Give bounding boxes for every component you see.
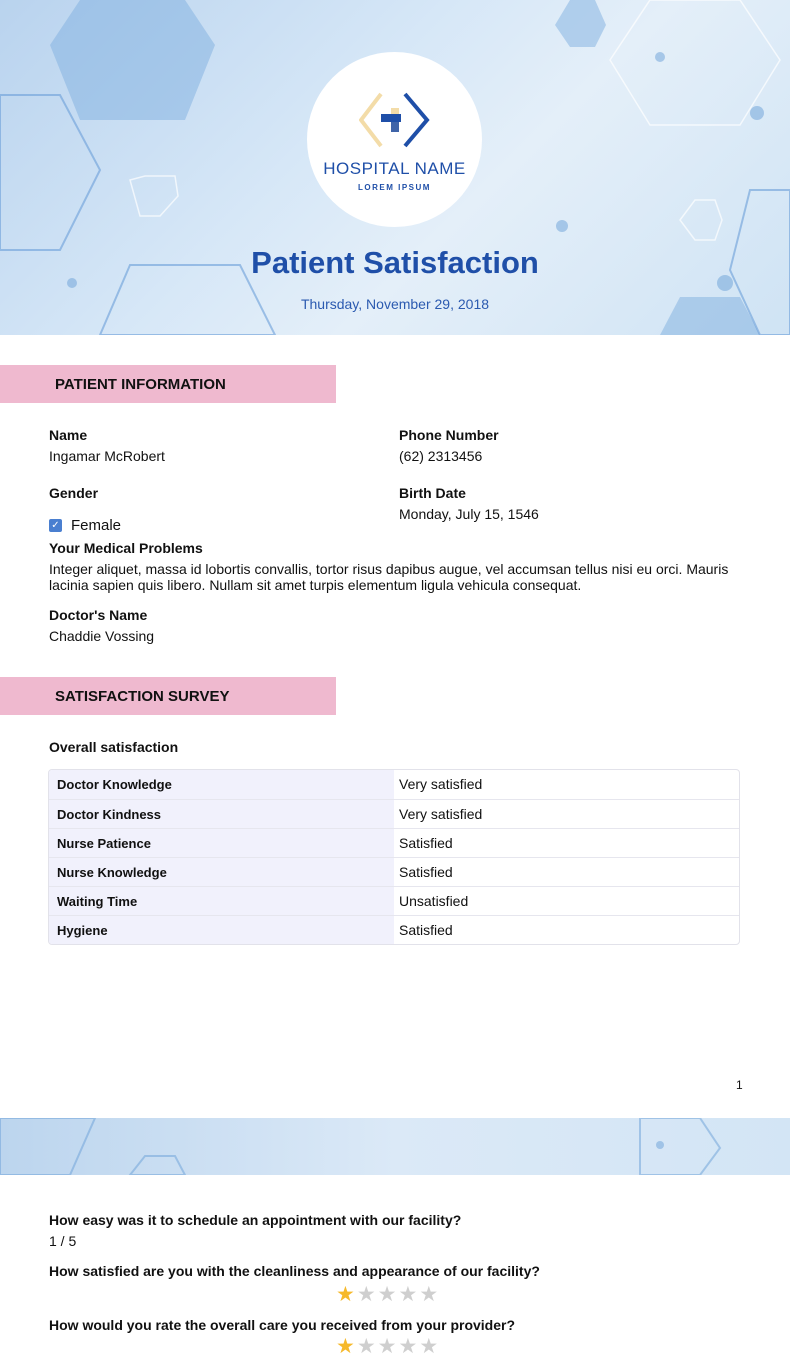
table-row: [49, 915, 739, 944]
hospital-tagline: LOREM IPSUM: [358, 183, 431, 192]
rating: Satisfied: [399, 922, 453, 938]
star-icon[interactable]: ★: [377, 1283, 397, 1306]
star-icon[interactable]: ★: [398, 1335, 418, 1358]
star-icon[interactable]: ★: [398, 1283, 418, 1306]
gender-label: Gender: [49, 485, 99, 501]
medical-problems-label: Your Medical Problems: [49, 540, 203, 556]
phone-value: (62) 2313456: [399, 448, 483, 464]
hospital-logo: [307, 52, 482, 227]
gender-value: Female: [71, 517, 122, 534]
hospital-name: HOSPITAL NAME: [323, 159, 466, 178]
page-header-band: [0, 1118, 790, 1175]
table-row: [49, 886, 739, 915]
criterion: Doctor Knowledge: [49, 770, 394, 799]
hexagon-pattern: [0, 1118, 790, 1175]
star-icon[interactable]: ★: [377, 1335, 397, 1358]
section-patient-information: PATIENT INFORMATION: [0, 365, 336, 403]
star-icon[interactable]: ★: [356, 1335, 376, 1358]
birth-date-value: Monday, July 15, 1546: [399, 506, 539, 522]
criterion: Waiting Time: [49, 887, 394, 915]
star-icon[interactable]: ★: [419, 1283, 439, 1306]
rating: Satisfied: [399, 835, 453, 851]
page-title: Patient Satisfaction: [251, 245, 539, 280]
medical-problems-value: Integer aliquet, massa id lobortis convallis, tortor risus dapibus augue, vel accumsan tellus nisi eu orci. Mauris lacinia sapien quis libero. Nullam sit amet turpis elementum ligula vehicula consequat.: [49, 561, 729, 593]
section-satisfaction-survey: SATISFACTION SURVEY: [0, 677, 336, 715]
criterion: Hygiene: [49, 916, 394, 944]
answer-1: 1 / 5: [49, 1233, 77, 1249]
criterion: Nurse Knowledge: [49, 858, 394, 886]
question-1: How easy was it to schedule an appointment with our facility?: [49, 1212, 462, 1228]
table-row: [49, 770, 739, 799]
table-row: [49, 828, 739, 857]
phone-label: Phone Number: [399, 427, 499, 443]
rating: Unsatisfied: [399, 893, 469, 909]
header-banner: [0, 0, 790, 335]
table-row: [49, 857, 739, 886]
rating: Very satisfied: [399, 806, 483, 822]
medical-cross-logo-icon: [359, 90, 431, 150]
star-icon[interactable]: ★: [356, 1283, 376, 1306]
birth-date-label: Birth Date: [399, 485, 466, 501]
satisfaction-table: [48, 769, 740, 945]
rating: Very satisfied: [399, 776, 483, 792]
star-icon[interactable]: ★: [336, 1283, 355, 1306]
table-row: [49, 799, 739, 828]
star-icon[interactable]: ★: [336, 1335, 355, 1358]
question-2: How satisfied are you with the cleanliness and appearance of our facility?: [49, 1263, 540, 1279]
doctor-name-value: Chaddie Vossing: [49, 628, 155, 644]
doctor-name-label: Doctor's Name: [49, 607, 148, 623]
criterion: Nurse Patience: [49, 829, 394, 857]
page-number: 1: [736, 1078, 743, 1092]
star-rating-2[interactable]: [336, 1284, 438, 1305]
criterion: Doctor Kindness: [49, 800, 394, 828]
name-value: Ingamar McRobert: [49, 448, 165, 464]
star-rating-3[interactable]: [336, 1336, 438, 1357]
question-3: How would you rate the overall care you received from your provider?: [49, 1317, 516, 1333]
overall-satisfaction-label: Overall satisfaction: [49, 739, 179, 755]
star-icon[interactable]: ★: [419, 1335, 439, 1358]
rating: Satisfied: [399, 864, 453, 880]
gender-checkbox[interactable]: ✓: [49, 519, 62, 532]
name-label: Name: [49, 427, 88, 443]
report-date: Thursday, November 29, 2018: [300, 296, 490, 312]
